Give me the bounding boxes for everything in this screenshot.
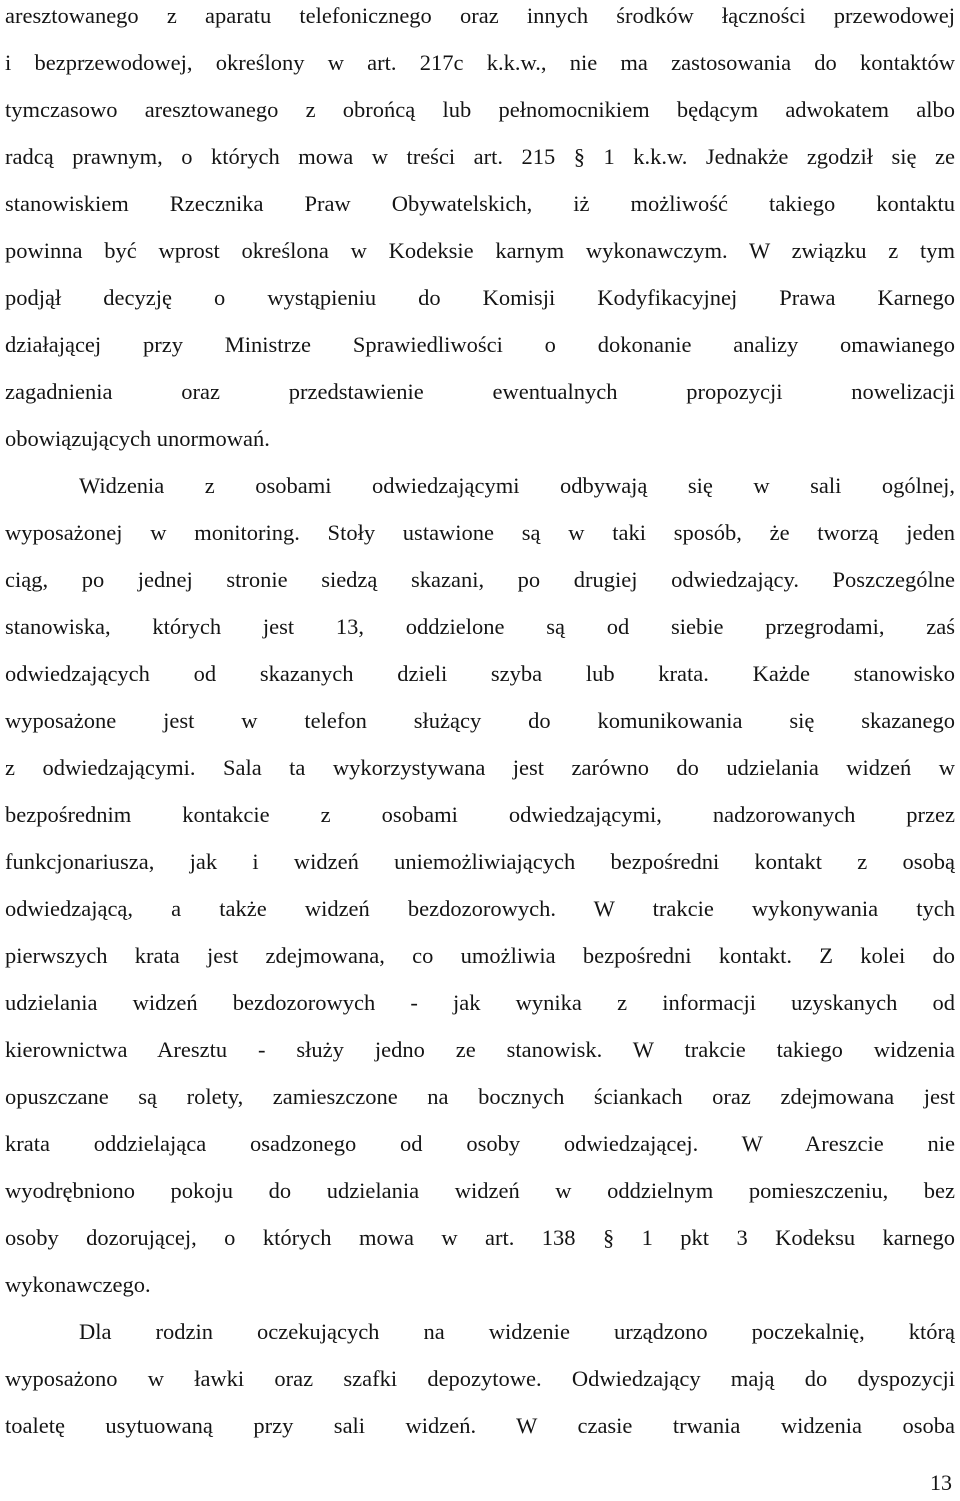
text-line: obowiązujących unormowań. <box>5 426 270 451</box>
text-line: stanowiskiem Rzecznika Praw Obywatelskich, iż możliwość takiego kontaktu <box>5 191 955 216</box>
text-line: aresztowanego z aparatu telefonicznego oraz innych środków łączności przewodowej <box>5 3 955 28</box>
text-line: stanowiska, których jest 13, oddzielone są od siebie przegrodami, zaś <box>5 614 955 639</box>
text-line: radcą prawnym, o których mowa w treści art. 215 § 1 k.k.w. Jednakże zgodził się ze <box>5 144 955 169</box>
text-line: odwiedzającą, a także widzeń bezdozorowych. W trakcie wykonywania tych <box>5 896 955 921</box>
text-line: Widzenia z osobami odwiedzającymi odbywają się w sali ogólnej, <box>79 473 955 498</box>
text-line: i bezprzewodowej, określony w art. 217c k.k.w., nie ma zastosowania do kontaktów <box>5 50 955 75</box>
text-line: krata oddzielająca osadzonego od osoby odwiedzającej. W Areszcie nie <box>5 1131 955 1156</box>
text-line: opuszczane są rolety, zamieszczone na bocznych ściankach oraz zdejmowana jest <box>5 1084 955 1109</box>
text-line: udzielania widzeń bezdozorowych - jak wynika z informacji uzyskanych od <box>5 990 955 1015</box>
page-number: 13 <box>930 1470 952 1495</box>
text-line: Dla rodzin oczekujących na widzenie urządzono poczekalnię, którą <box>79 1319 955 1344</box>
text-line: bezpośrednim kontakcie z osobami odwiedzającymi, nadzorowanych przez <box>5 802 955 827</box>
text-line: wyposażonej w monitoring. Stoły ustawione są w taki sposób, że tworzą jeden <box>5 520 955 545</box>
paragraph <box>5 462 955 1308</box>
text-line: wyposażono w ławki oraz szafki depozytowe. Odwiedzający mają do dyspozycji <box>5 1366 955 1391</box>
text-line: pierwszych krata jest zdejmowana, co umożliwia bezpośredni kontakt. Z kolei do <box>5 943 955 968</box>
paragraph <box>5 0 955 462</box>
text-line: kierownictwa Aresztu - służy jedno ze stanowisk. W trakcie takiego widzenia <box>5 1037 955 1062</box>
text-line: wyposażone jest w telefon służący do komunikowania się skazanego <box>5 708 955 733</box>
text-line: zagadnienia oraz przedstawienie ewentualnych propozycji nowelizacji <box>5 379 955 404</box>
text-line: ciąg, po jednej stronie siedzą skazani, po drugiej odwiedzający. Poszczególne <box>5 567 955 592</box>
text-line: tymczasowo aresztowanego z obrońcą lub pełnomocnikiem będącym adwokatem albo <box>5 97 955 122</box>
text-line: wyodrębniono pokoju do udzielania widzeń w oddzielnym pomieszczeniu, bez <box>5 1178 955 1203</box>
paragraph <box>5 1308 955 1449</box>
text-line: podjął decyzję o wystąpieniu do Komisji Kodyfikacyjnej Prawa Karnego <box>5 285 955 310</box>
text-line: wykonawczego. <box>5 1272 151 1297</box>
text-line: powinna być wprost określona w Kodeksie karnym wykonawczym. W związku z tym <box>5 238 955 263</box>
text-line: działającej przy Ministrze Sprawiedliwości o dokonanie analizy omawianego <box>5 332 955 357</box>
text-line: odwiedzających od skazanych dzieli szyba lub krata. Każde stanowisko <box>5 661 955 686</box>
text-line: toaletę usytuowaną przy sali widzeń. W czasie trwania widzenia osoba <box>5 1413 955 1438</box>
text-line: funkcjonariusza, jak i widzeń uniemożliwiających bezpośredni kontakt z osobą <box>5 849 955 874</box>
document-body <box>5 0 955 1449</box>
text-line: z odwiedzającymi. Sala ta wykorzystywana jest zarówno do udzielania widzeń w <box>5 755 955 780</box>
text-line: osoby dozorującej, o których mowa w art. 138 § 1 pkt 3 Kodeksu karnego <box>5 1225 955 1250</box>
